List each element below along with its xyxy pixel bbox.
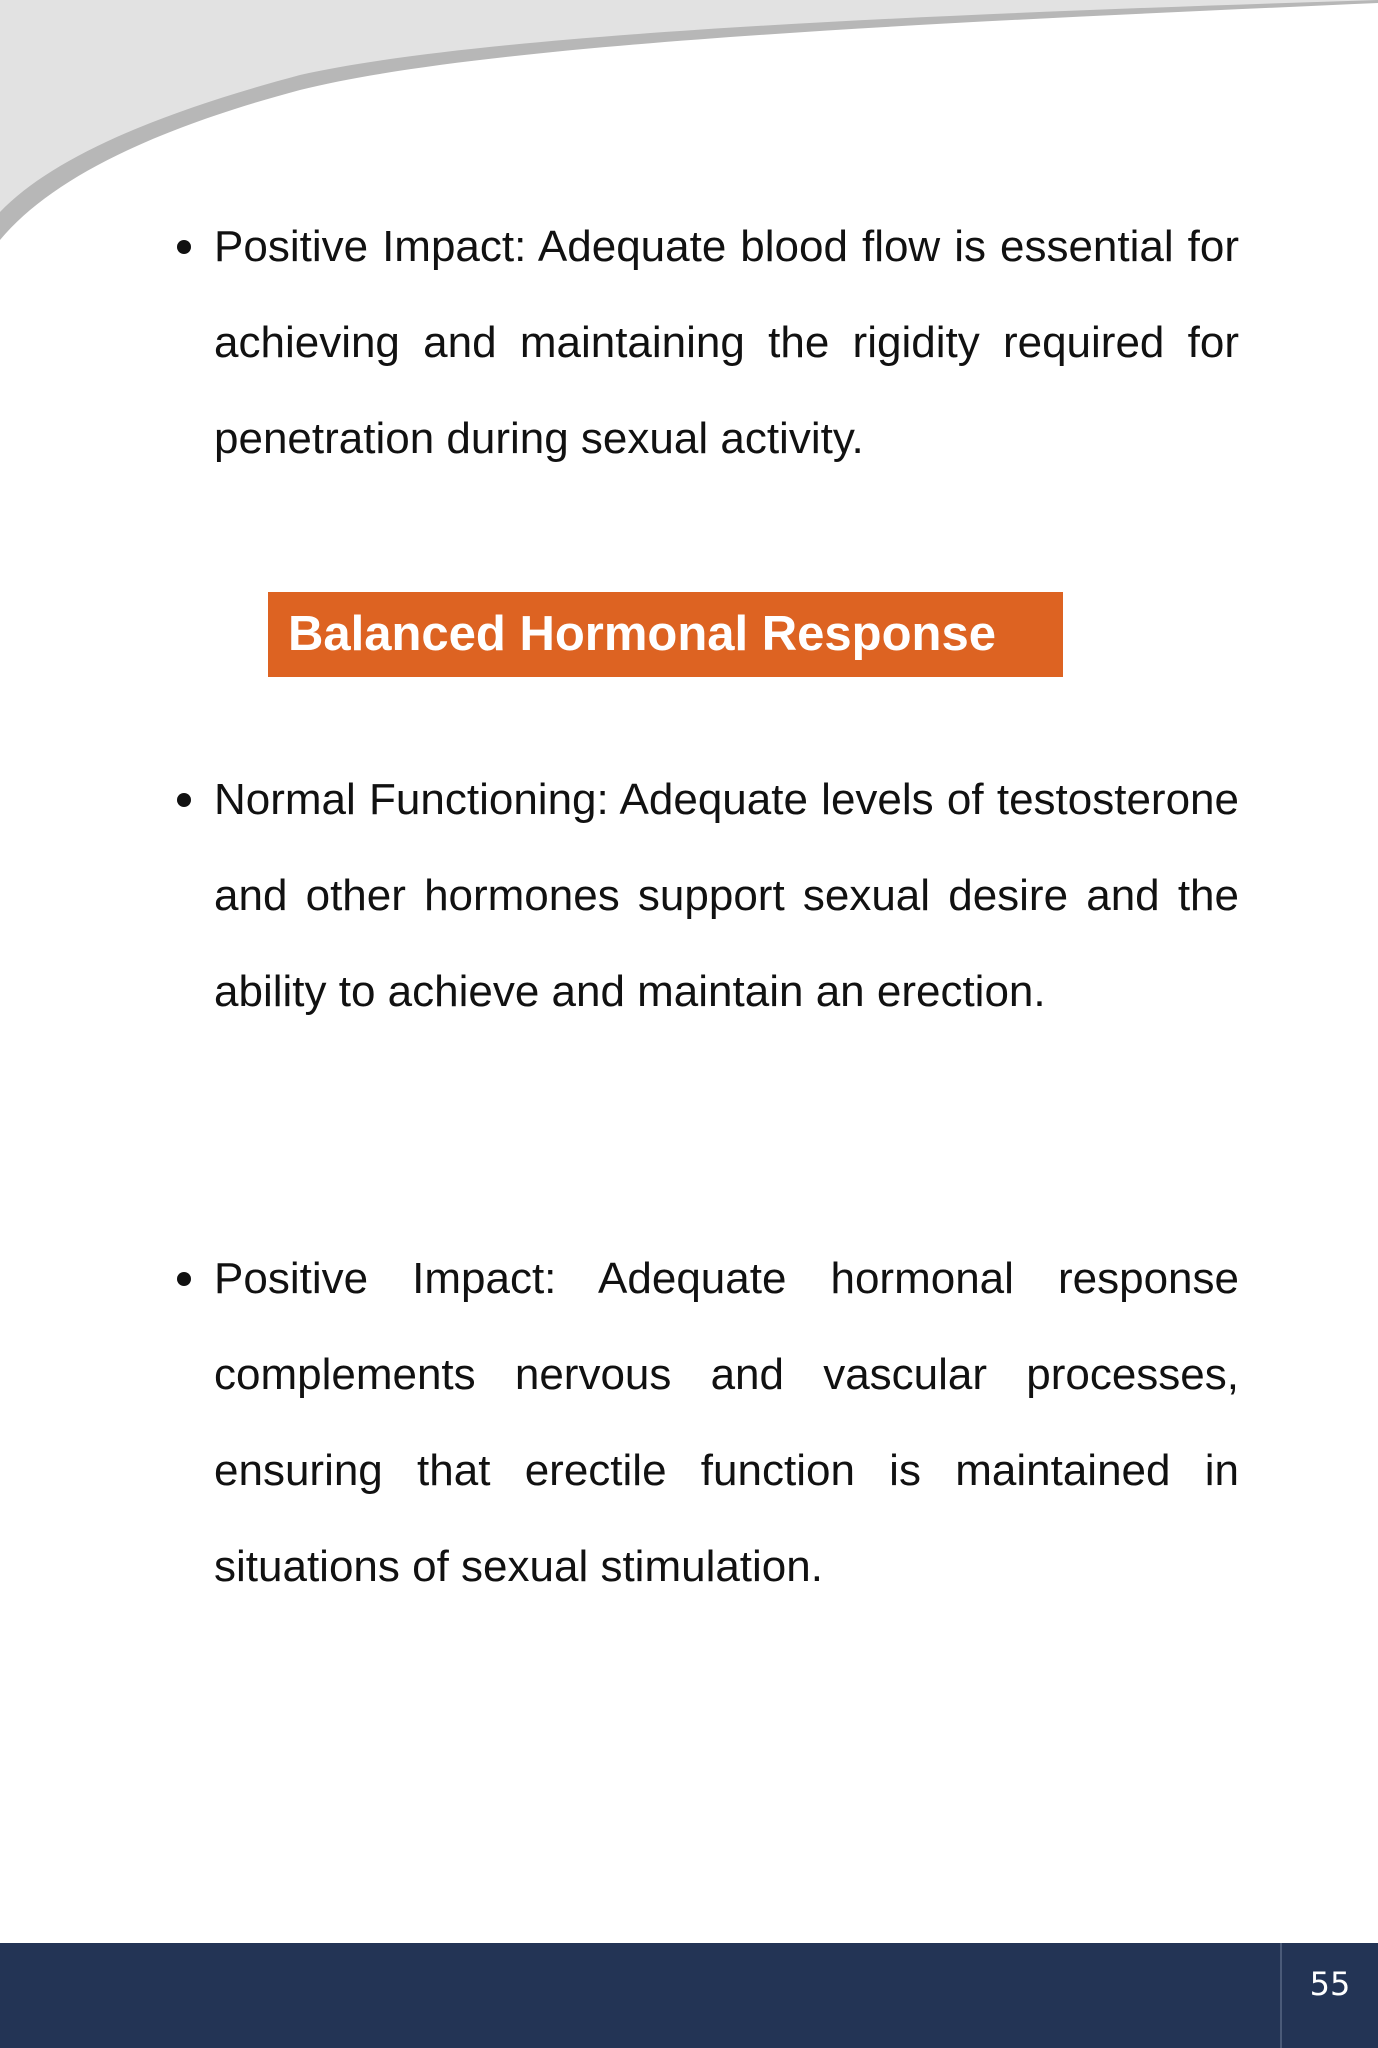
bullet-hormonal-positive-impact: Positive Impact: Adequate hormonal response complements nervous and vascular processes, ensuring that erectile function is maintained in situations of sexual stimulation. <box>214 1254 1239 1591</box>
bullet-normal-functioning: Normal Functioning: Adequate levels of testosterone and other hormones support sexual desire and the ability to achieve and maintain an erection. <box>214 775 1239 1016</box>
bullet-marker <box>177 1272 191 1286</box>
section-heading-balanced-hormonal-response: Balanced Hormonal Response <box>268 592 1063 677</box>
bullet-marker <box>177 793 191 807</box>
page-footer <box>0 1943 1378 2048</box>
page-number: 55 <box>1280 1943 1378 2048</box>
bullet-marker <box>177 240 191 254</box>
bullet-blood-flow-positive-impact: Positive Impact: Adequate blood flow is essential for achieving and maintaining the rigidity required for penetration during sexual activity. <box>214 222 1239 463</box>
